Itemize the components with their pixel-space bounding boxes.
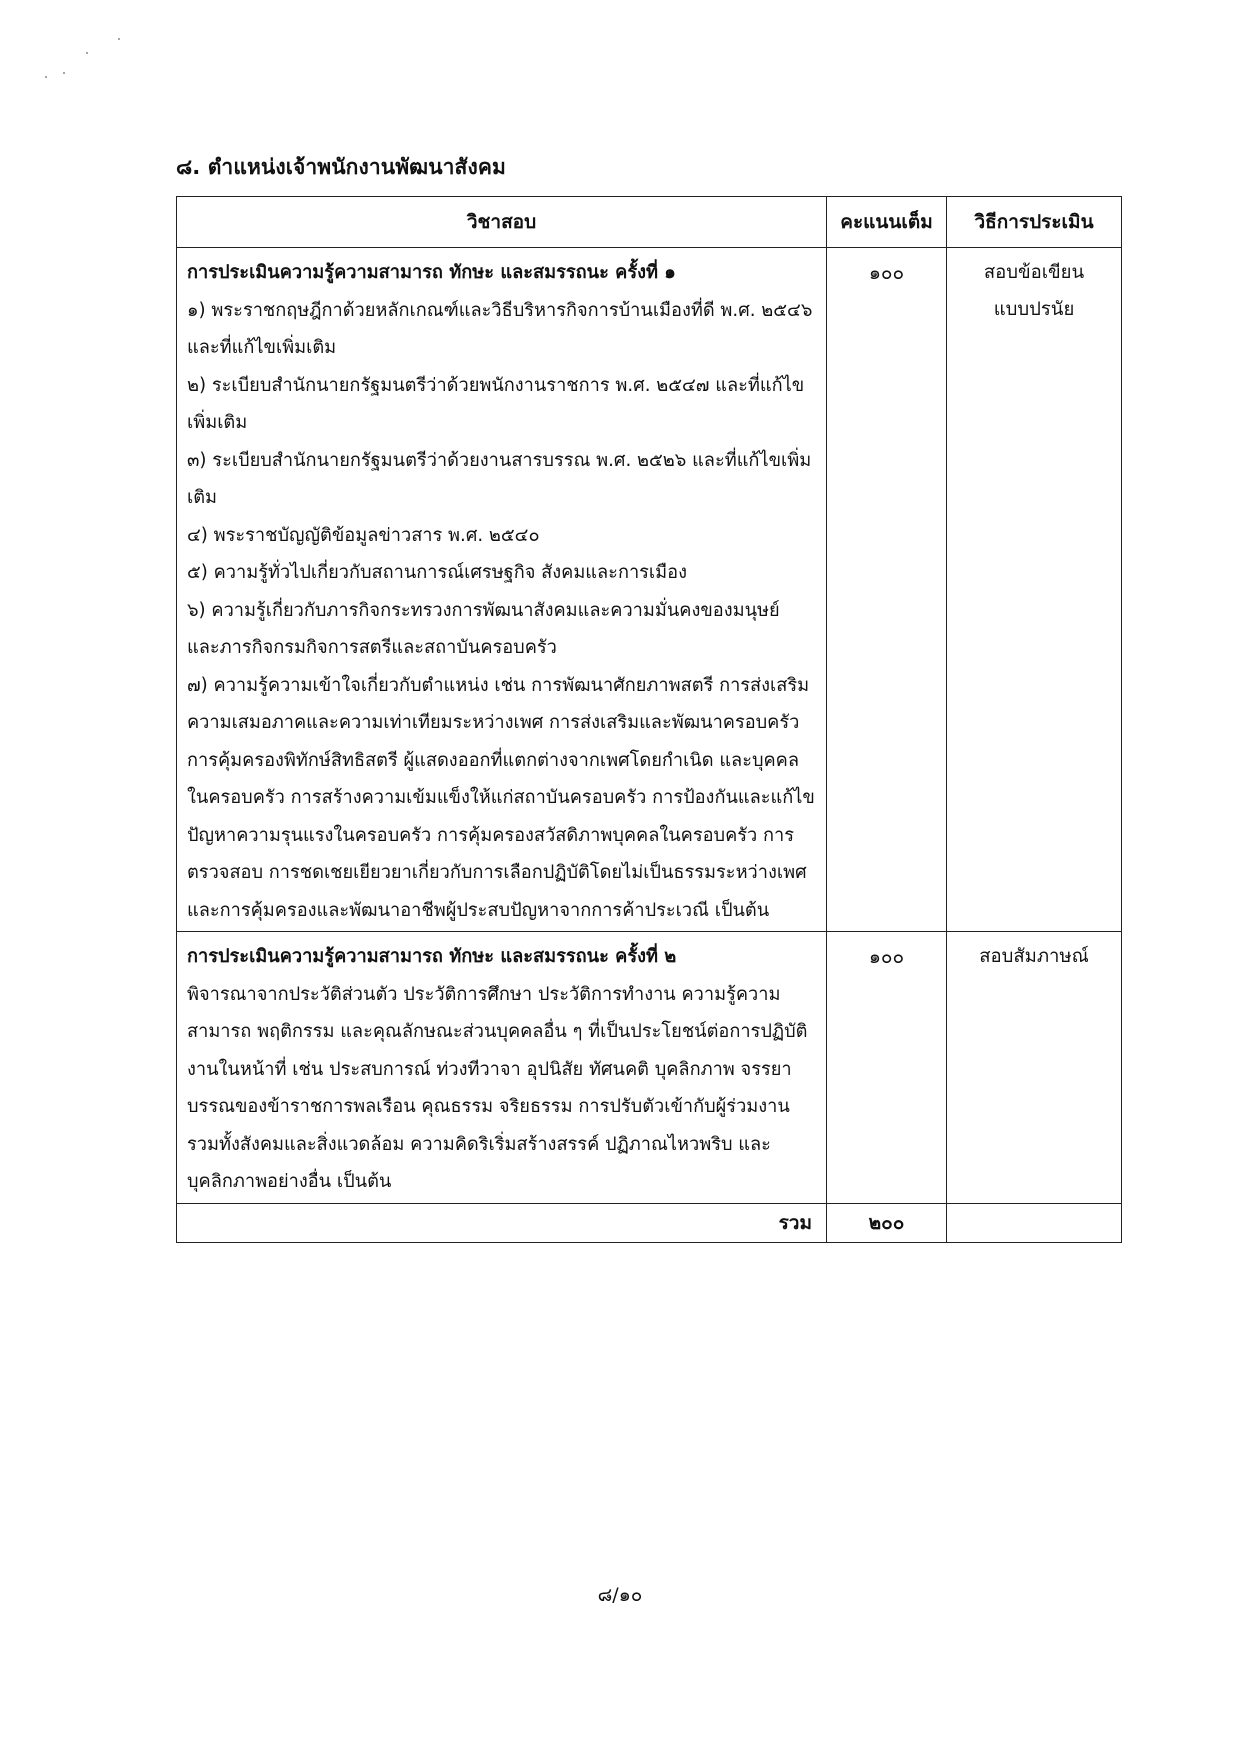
- round1-item: ๗) ความรู้ความเข้าใจเกี่ยวกับตำแหน่ง เช่น การพัฒนาศักยภาพสตรี การส่งเสริมความเสมอภาคและความเท่าเทียมระหว่างเพศ การส่งเสริมและพัฒนาครอบครัว การคุ้มครองพิทักษ์สิทธิสตรี ผู้แสดงออกที่แตกต่างจากเพศโดยกำเนิด และบุคคลในครอบครัว การสร้างความเข้มแข็งให้แก่สถาบันครอบครัว การป้องกันและแก้ไขปัญหาความรุนแรงในครอบครัว การคุ้มครองสวัสดิภาพบุคคลในครอบครัว การตรวจสอบ การชดเชยเยียวยาเกี่ยวกับการเลือกปฏิบัติโดยไม่เป็นธรรมระหว่างเพศ และการคุ้มครองและพัฒนาอาชีพผู้ประสบปัญหาจากการค้าประเวณี เป็นต้น: [187, 674, 815, 921]
- header-subject: วิชาสอบ: [177, 197, 827, 248]
- round1-title: การประเมินความรู้ความสามารถ ทักษะ และสมรรถนะ ครั้งที่ ๑: [187, 262, 676, 283]
- table-row-total: [177, 1203, 1122, 1242]
- table-row-round2: [177, 932, 1122, 1204]
- round1-item: ๕) ความรู้ทั่วไปเกี่ยวกับสถานการณ์เศรษฐกิจ สังคมและการเมือง: [187, 562, 687, 583]
- round1-method-line: สอบข้อเขียน: [983, 262, 1085, 283]
- total-label: รวม: [177, 1203, 827, 1242]
- round1-subject-cell: [177, 248, 827, 932]
- header-method: วิธีการประเมิน: [947, 197, 1122, 248]
- round1-item: ๒) ระเบียบสำนักนายกรัฐมนตรีว่าด้วยพนักงานราชการ พ.ศ. ๒๕๔๗ และที่แก้ไขเพิ่มเติม: [187, 374, 805, 433]
- round1-score: ๑๐๐: [827, 248, 947, 932]
- total-value: ๒๐๐: [827, 1203, 947, 1242]
- scan-speck: [86, 52, 88, 54]
- scan-speck: [45, 76, 47, 78]
- round1-item: ๖) ความรู้เกี่ยวกับภารกิจกระทรวงการพัฒนาสังคมและความมั่นคงของมนุษย์ และภารกิจกรมกิจการสตรีและสถาบันครอบครัว: [187, 599, 780, 658]
- total-method-empty: [947, 1203, 1122, 1242]
- section-heading: ๘. ตำแหน่งเจ้าพนักงานพัฒนาสังคม: [176, 155, 506, 179]
- table-header-row: [177, 197, 1122, 248]
- round2-title: การประเมินความรู้ความสามารถ ทักษะ และสมรรถนะ ครั้งที่ ๒: [187, 946, 677, 967]
- round2-subject-cell: [177, 932, 827, 1204]
- round1-item: ๔) พระราชบัญญัติข้อมูลข่าวสาร พ.ศ. ๒๕๔๐: [187, 524, 540, 546]
- round1-method-cell: [947, 248, 1122, 932]
- round2-method: สอบสัมภาษณ์: [947, 932, 1122, 1204]
- round1-method-line: แบบปรนัย: [993, 299, 1075, 320]
- exam-table: [176, 196, 1122, 1243]
- round2-score: ๑๐๐: [827, 932, 947, 1204]
- table-row-round1: [177, 248, 1122, 932]
- round2-description: พิจารณาจากประวัติส่วนตัว ประวัติการศึกษา ประวัติการทำงาน ความรู้ความสามารถ พฤติกรรม และคุณลักษณะส่วนบุคคลอื่น ๆ ที่เป็นประโยชน์ต่อการปฏิบัติงานในหน้าที่ เช่น ประสบการณ์ ท่วงทีวาจา อุปนิสัย ทัศนคติ บุคลิกภาพ จรรยาบรรณของข้าราชการพลเรือน คุณธรรม จริยธรรม การปรับตัวเข้ากับผู้ร่วมงาน รวมทั้งสังคมและสิ่งแวดล้อม ความคิดริเริ่มสร้างสรรค์ ปฏิภาณไหวพริบ และบุคลิกภาพอย่างอื่น เป็นต้น: [187, 983, 808, 1192]
- scan-speck: [63, 72, 65, 74]
- round1-item: ๑) พระราชกฤษฎีกาด้วยหลักเกณฑ์และวิธีบริหารกิจการบ้านเมืองที่ดี พ.ศ. ๒๕๔๖ และที่แก้ไขเพิ่มเติม: [187, 299, 813, 358]
- round1-item: ๓) ระเบียบสำนักนายกรัฐมนตรีว่าด้วยงานสารบรรณ พ.ศ. ๒๕๒๖ และที่แก้ไขเพิ่มเติม: [187, 449, 812, 508]
- page-number: ๘/๑๐: [597, 1584, 643, 1606]
- header-score: คะแนนเต็ม: [827, 197, 947, 248]
- scan-speck: [118, 38, 120, 40]
